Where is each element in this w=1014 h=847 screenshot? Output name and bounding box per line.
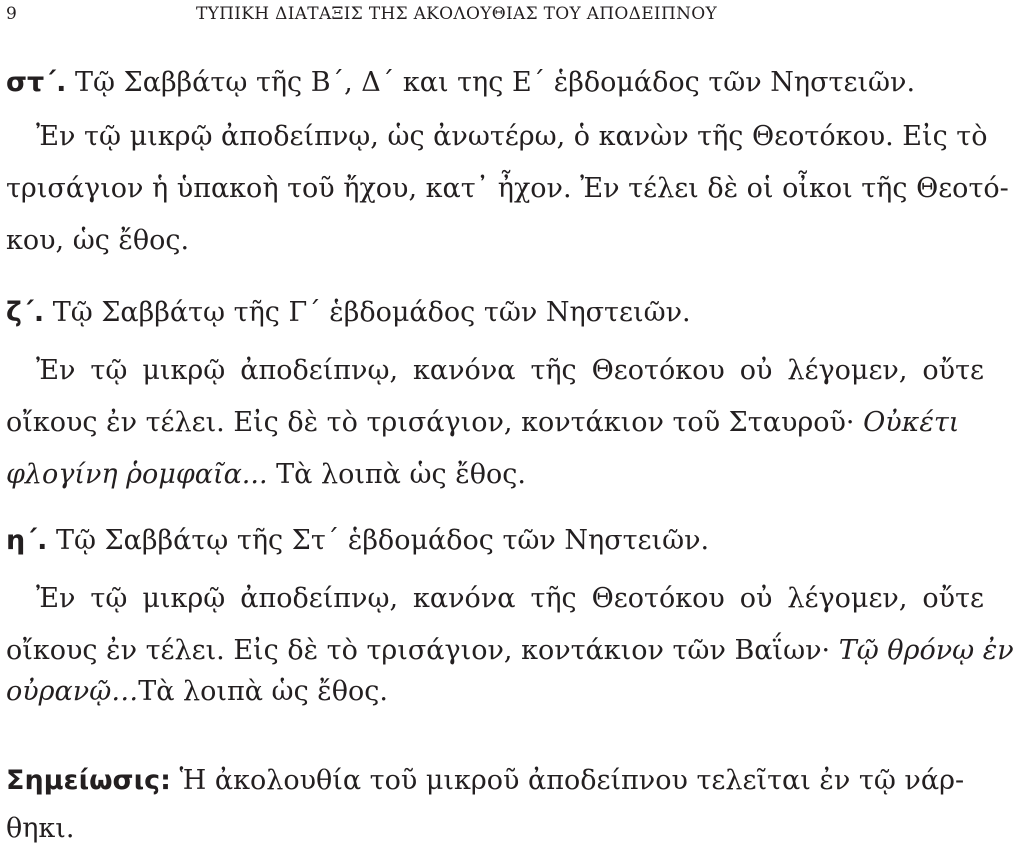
note-text: Ἡ ἀκολουθία τοῦ μικροῦ ἀποδείπνου τελεῖται ἐν τῷ νάρ- <box>170 765 965 796</box>
section-title: Τῷ Σαββάτῳ τῆς Γ΄ ἑβδομάδος τῶν Νηστειῶν. <box>44 297 691 328</box>
running-header <box>6 2 950 26</box>
running-title: ΤΥΠΙΚΗ ΔΙΑΤΑΞΙΣ ΤΗΣ ΑΚΟΛΟΥΘΙΑΣ ΤΟΥ ΑΠΟΔΕΙΠΝΟΥ <box>196 4 718 24</box>
section-label: η΄. <box>6 525 48 556</box>
section-title: Τῷ Σαββάτῳ τῆς Στ΄ ἑβδομάδος τῶν Νηστειῶν. <box>47 525 710 556</box>
hymn-incipit: Τῷ θρόνῳ ἐν <box>838 635 1014 666</box>
paragraph-line <box>6 675 954 709</box>
section-title: Τῷ Σαββάτῳ τῆς Β΄, Δ΄ και της Ε΄ ἑβδομάδος τῶν Νηστειῶν. <box>66 67 916 98</box>
hymn-incipit: οὐρανῷ… <box>6 676 139 707</box>
paragraph-text: οἴκους ἐν τέλει. Εἰς δὲ τὸ τρισάγιον, κοντάκιον τῶν Βαΐων· <box>6 635 839 666</box>
paragraph-text: Τὰ λοιπὰ ὡς ἔθος. <box>267 459 526 490</box>
paragraph-text: οἴκους ἐν τέλει. Εἰς δὲ τὸ τρισάγιον, κοντάκιον τοῦ Σταυροῦ· <box>6 407 864 438</box>
section-heading-z <box>6 296 954 330</box>
note-line <box>6 764 965 798</box>
paragraph-line <box>6 406 960 440</box>
page-number: 9 <box>6 4 17 24</box>
paragraph-line: κου, ὡς ἔθος. <box>6 225 190 256</box>
section-label: στ΄. <box>6 67 67 98</box>
section-label: ζ΄. <box>6 297 45 328</box>
paragraph-line: Ἐν τῷ μικρῷ ἀποδείπνῳ, ὡς ἀνωτέρω, ὁ κανὼν τῆς Θεοτόκου. Εἰς τὸ <box>36 121 988 152</box>
paragraph-line: Ἐν τῷ μικρῷ ἀποδείπνῳ, κανόνα τῆς Θεοτόκου οὐ λέγομεν, οὔτε <box>36 583 984 614</box>
hymn-incipit: Οὐκέτι <box>863 407 960 438</box>
section-heading-i <box>6 524 954 558</box>
paragraph-line <box>6 634 1014 668</box>
paragraph-line: Ἐν τῷ μικρῷ ἀποδείπνῳ, κανόνα τῆς Θεοτόκου οὐ λέγομεν, οὔτε <box>36 355 984 386</box>
hymn-incipit: φλογίνη ῥομφαῖα... <box>6 459 268 490</box>
section-heading-st <box>6 66 954 100</box>
note-line: θηκι. <box>6 813 75 844</box>
paragraph-line: τρισάγιον ἡ ὑπακοὴ τοῦ ἤχου, κατ᾽ ἦχον. Ἐν τέλει δὲ οἱ οἶκοι τῆς Θεοτό- <box>6 173 1009 204</box>
paragraph-line <box>6 458 954 492</box>
note-label: Σημείωσις: <box>6 765 171 796</box>
paragraph-text: Τὰ λοιπὰ ὡς ἔθος. <box>138 676 388 707</box>
